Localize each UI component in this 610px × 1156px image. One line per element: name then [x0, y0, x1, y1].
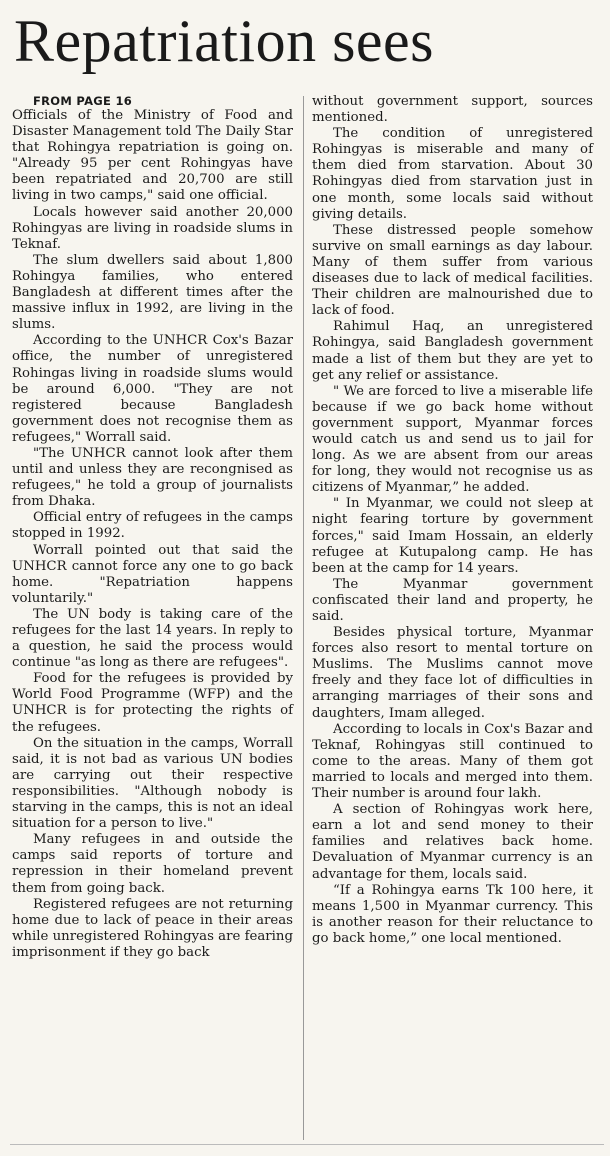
- right-column: [312, 94, 593, 947]
- paragraph: "The UNHCR cannot look after them until and unless they are recongnised as refugees," he told a group of journalists from Dhaka.: [12, 445, 293, 510]
- bottom-rule: [10, 1144, 604, 1145]
- paragraph: Food for the refugees is provided by World Food Programme (WFP) and the UNHCR is for protecting the rights of the refugees.: [12, 671, 293, 735]
- paragraph: Officials of the Ministry of Food and Disaster Management told The Daily Star that Rohingya repatriation is going on. "Already 95 per cent Rohingyas have been repatriated and 20,700 are still living in two camps," said one official.: [12, 108, 293, 204]
- paragraph: “If a Rohingya earns Tk 100 here, it means 1,500 in Myanmar currency. This is another reason for their reluctance to go back home,” one local mentioned.: [312, 882, 593, 946]
- paragraph: Worrall pointed out that said the UNHCR cannot force any one to go back home. "Repatriation happens voluntarily.": [12, 542, 293, 606]
- paragraph: Rahimul Haq, an unregistered Rohingya, said Bangladesh government made a list of them but they are yet to get any relief or assistance.: [312, 319, 593, 383]
- paragraph: These distressed people somehow survive on small earnings as day labour. Many of them suffer from various diseases due to lack of medical facilities. Their children are malnourished due to lack of food.: [312, 222, 593, 319]
- paragraph: " We are forced to live a miserable life because if we go back home without government support, Myanmar forces would catch us and send us to jail for long. As we are absent from our areas for long, they would not recognise us as citizens of Myanmar,” he added.: [312, 383, 593, 496]
- paragraph: Registered refugees are not returning home due to lack of peace in their areas while unregistered Rohingyas are fearing imprisonment if they go back: [12, 896, 293, 960]
- paragraph: The UN body is taking care of the refugees for the last 14 years. In reply to a question, he said the process would continue "as long as there are refugees".: [12, 606, 293, 671]
- kicker: FROM PAGE 16: [33, 94, 133, 108]
- column-divider: [303, 96, 304, 1140]
- paragraph: The slum dwellers said about 1,800 Rohingya families, who entered Bangladesh at different times after the massive influx in 1992, are living in the slums.: [12, 252, 293, 333]
- paragraph: The Myanmar government confiscated their land and property, he said.: [312, 576, 593, 624]
- left-column: [12, 94, 293, 961]
- headline: Repatriation sees: [14, 8, 435, 74]
- paragraph: Official entry of refugees in the camps stopped in 1992.: [12, 510, 293, 542]
- paragraph: On the situation in the camps, Worrall said, it is not bad as various UN bodies are carrying out their respective responsibilities. "Although nobody is starving in the camps, this is not an ideal situation for a person to live.": [12, 735, 293, 832]
- paragraph: According to locals in Cox's Bazar and Teknaf, Rohingyas still continued to come to the areas. Many of them got married to locals and merged into them. Their number is around four lakh.: [312, 721, 593, 802]
- paragraph: Besides physical torture, Myanmar forces also resort to mental torture on Muslims. The Muslims cannot move freely and they face lot of difficulties in arranging marriages of their sons and daughters, Imam alleged.: [312, 625, 593, 721]
- paragraph: without government support, sources mentioned.: [312, 94, 593, 126]
- paragraph: " In Myanmar, we could not sleep at night fearing torture by government forces," said Imam Hossain, an elderly refugee at Kutupalong camp. He has been at the camp for 14 years.: [312, 496, 593, 576]
- paragraph: Locals however said another 20,000 Rohingyas are living in roadside slums in Teknaf.: [12, 204, 293, 252]
- paragraph: A section of Rohingyas work here, earn a lot and send money to their families and relatives back home. Devaluation of Myanmar currency is an advantage for them, locals said.: [312, 802, 593, 882]
- paragraph: Many refugees in and outside the camps said reports of torture and repression in their homeland prevent them from going back.: [12, 832, 293, 896]
- paragraph: According to the UNHCR Cox's Bazar office, the number of unregistered Rohingas living in roadside slums would be around 6,000. "They are not registered because Bangladesh government does not recognise them as refugees," Worrall said.: [12, 333, 293, 445]
- paragraph: The condition of unregistered Rohingyas is miserable and many of them died from starvation. About 30 Rohingyas died from starvation just in one month, some locals said without giving details.: [312, 126, 593, 222]
